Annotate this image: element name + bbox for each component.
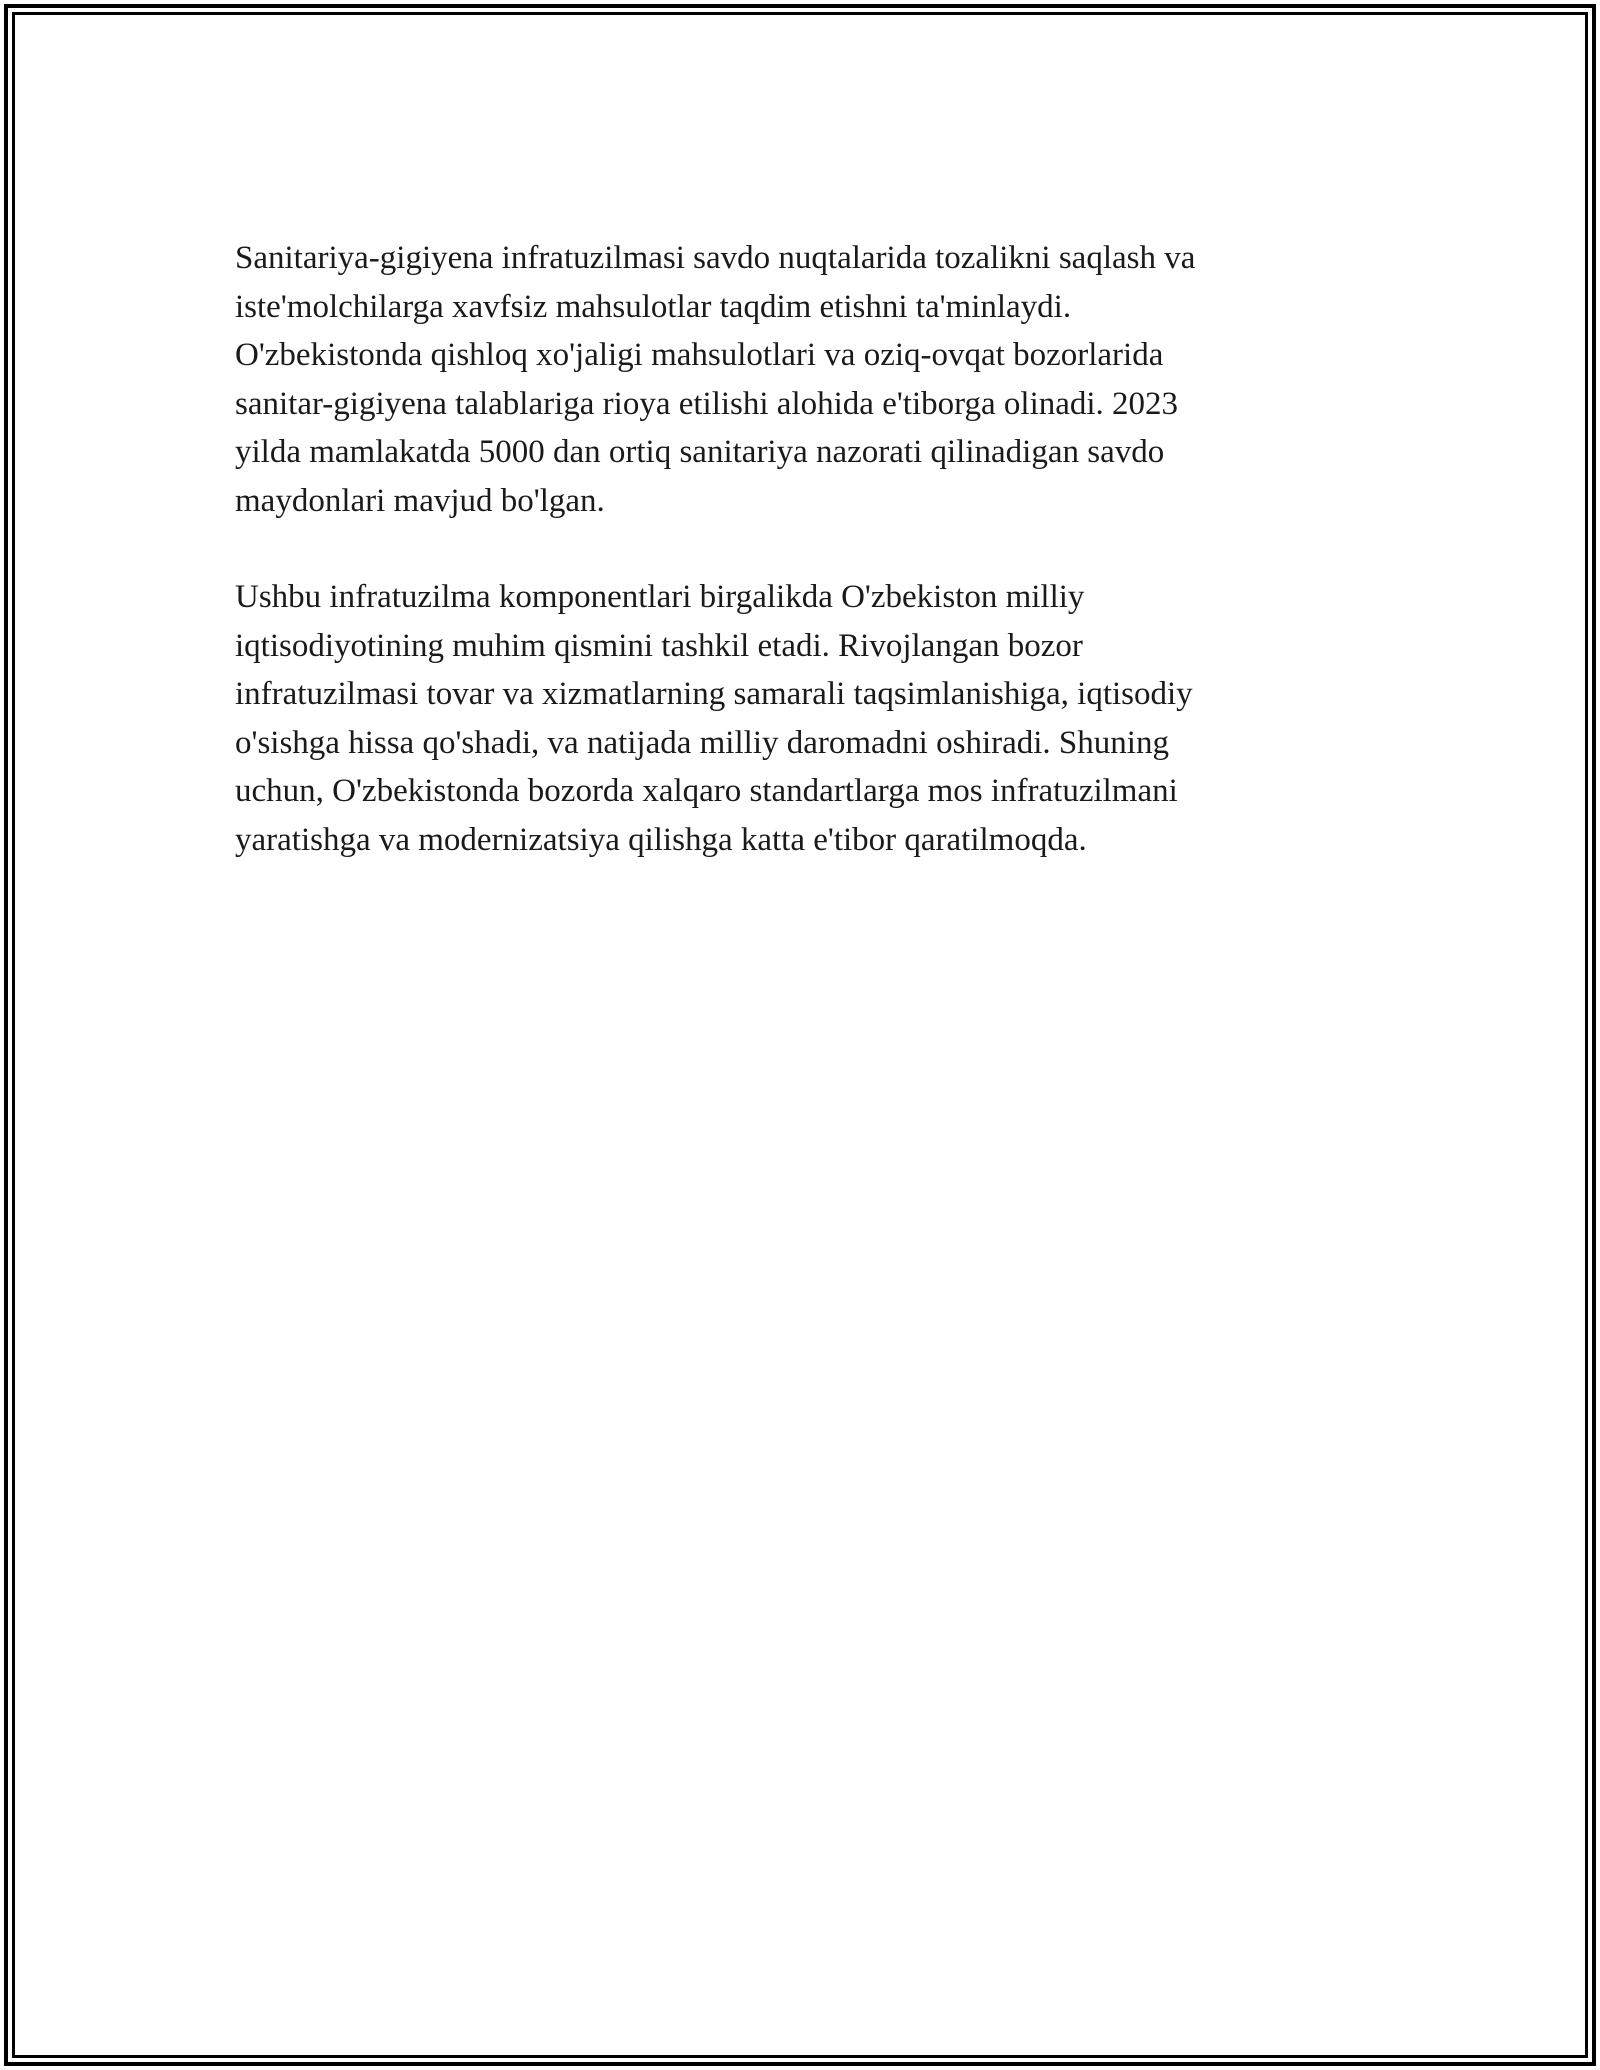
document-body xyxy=(235,234,1345,864)
paragraph-sanitation: Sanitariya-gigiyena infratuzilmasi savdo nuqtalarida tozalikni saqlash va iste'molchilarga xavfsiz mahsulotlar taqdim etishni ta'minlaydi. O'zbekistonda qishloq xo'jaligi mahsulotlari va oziq-ovqat bozorlarida sanitar-gigiyena talablariga rioya etilishi alohida e'tiborga olinadi. 2023 yilda mamlakatda 5000 dan ortiq sanitariya nazorati qilinadigan savdo maydonlari mavjud bo'lgan. xyxy=(235,240,1196,519)
paragraph-infrastructure: Ushbu infratuzilma komponentlari birgalikda O'zbekiston milliy iqtisodiyotining muhim qismini tashkil etadi. Rivojlangan bozor infratuzilmasi tovar va xizmatlarning samarali taqsimlanishiga, iqtisodiy o'sishga hissa qo'shadi, va natijada milliy daromadni oshiradi. Shuning uchun, O'zbekistonda bozorda xalqaro standartlarga mos infratuzilmani yaratishga va modernizatsiya qilishga katta e'tibor qaratilmoqda. xyxy=(235,579,1193,858)
